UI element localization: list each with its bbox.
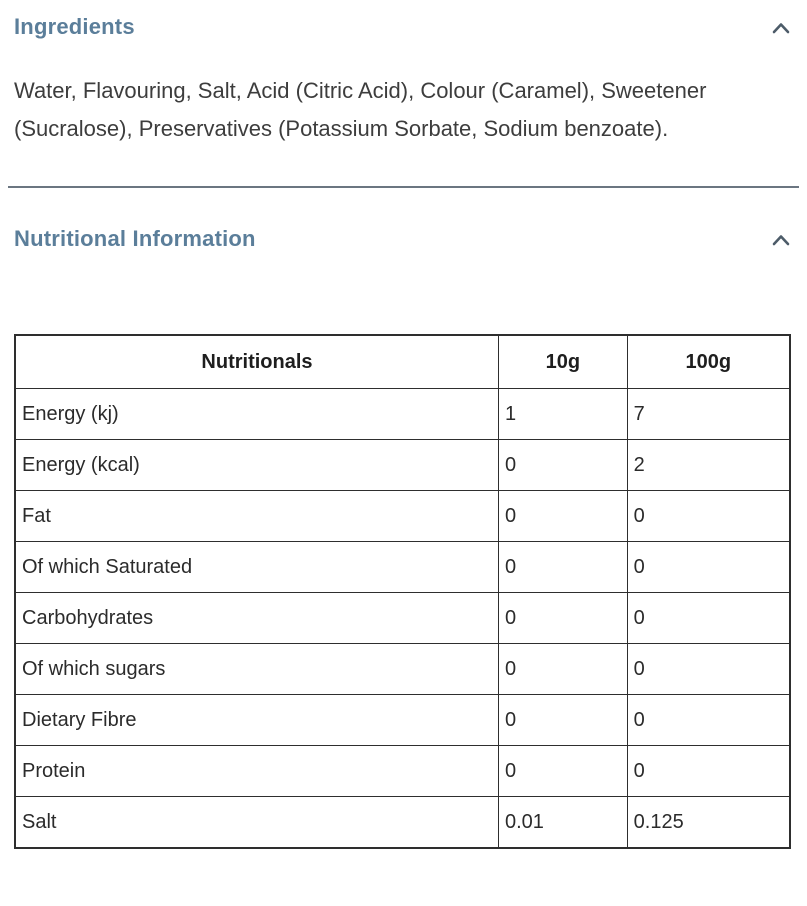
table-row bbox=[15, 593, 790, 644]
nutrient-value-10g: 1 bbox=[498, 389, 627, 440]
nutrition-table bbox=[14, 334, 791, 849]
table-row bbox=[15, 389, 790, 440]
nutrient-value-100g: 0 bbox=[627, 593, 790, 644]
nutrient-name: Of which Saturated bbox=[15, 542, 498, 593]
ingredients-section-title: Ingredients bbox=[14, 14, 135, 39]
nutrient-value-100g: 0 bbox=[627, 542, 790, 593]
column-header-10g: 10g bbox=[498, 335, 627, 389]
column-header-nutritionals: Nutritionals bbox=[15, 335, 498, 389]
nutrient-name: Energy (kj) bbox=[15, 389, 498, 440]
nutrition-section-title: Nutritional Information bbox=[14, 226, 256, 251]
ingredients-text: Water, Flavouring, Salt, Acid (Citric Acid), Colour (Caramel), Sweetener (Sucralose), Preservatives (Potassium Sorbate, Sodium benzoate). bbox=[14, 78, 707, 141]
nutrient-value-100g: 0.125 bbox=[627, 797, 790, 849]
ingredients-accordion-header[interactable] bbox=[14, 14, 791, 40]
table-row bbox=[15, 746, 790, 797]
nutrition-accordion-header[interactable] bbox=[14, 226, 791, 252]
nutrient-name: Carbohydrates bbox=[15, 593, 498, 644]
table-row bbox=[15, 797, 790, 849]
column-header-100g: 100g bbox=[627, 335, 790, 389]
nutrient-name: Of which sugars bbox=[15, 644, 498, 695]
nutrient-value-100g: 0 bbox=[627, 491, 790, 542]
nutrient-name: Salt bbox=[15, 797, 498, 849]
table-row bbox=[15, 644, 790, 695]
nutrient-value-10g: 0 bbox=[498, 542, 627, 593]
table-row bbox=[15, 542, 790, 593]
nutrient-value-100g: 7 bbox=[627, 389, 790, 440]
nutrient-name: Dietary Fibre bbox=[15, 695, 498, 746]
table-row bbox=[15, 440, 790, 491]
nutrient-value-100g: 2 bbox=[627, 440, 790, 491]
nutrient-value-10g: 0 bbox=[498, 491, 627, 542]
section-divider bbox=[8, 186, 799, 188]
nutrient-name: Fat bbox=[15, 491, 498, 542]
nutrient-value-10g: 0 bbox=[498, 746, 627, 797]
nutrient-value-10g: 0.01 bbox=[498, 797, 627, 849]
table-row bbox=[15, 695, 790, 746]
table-row bbox=[15, 491, 790, 542]
nutrient-name: Protein bbox=[15, 746, 498, 797]
ingredients-section bbox=[14, 14, 791, 148]
nutrient-value-100g: 0 bbox=[627, 746, 790, 797]
nutrient-name: Energy (kcal) bbox=[15, 440, 498, 491]
chevron-up-icon[interactable] bbox=[771, 231, 791, 247]
table-header-row bbox=[15, 335, 790, 389]
nutrient-value-10g: 0 bbox=[498, 593, 627, 644]
nutrient-value-10g: 0 bbox=[498, 644, 627, 695]
nutrient-value-100g: 0 bbox=[627, 695, 790, 746]
chevron-up-icon[interactable] bbox=[771, 19, 791, 35]
nutrient-value-100g: 0 bbox=[627, 644, 790, 695]
nutrient-value-10g: 0 bbox=[498, 440, 627, 491]
nutrient-value-10g: 0 bbox=[498, 695, 627, 746]
nutrition-section bbox=[14, 226, 791, 849]
